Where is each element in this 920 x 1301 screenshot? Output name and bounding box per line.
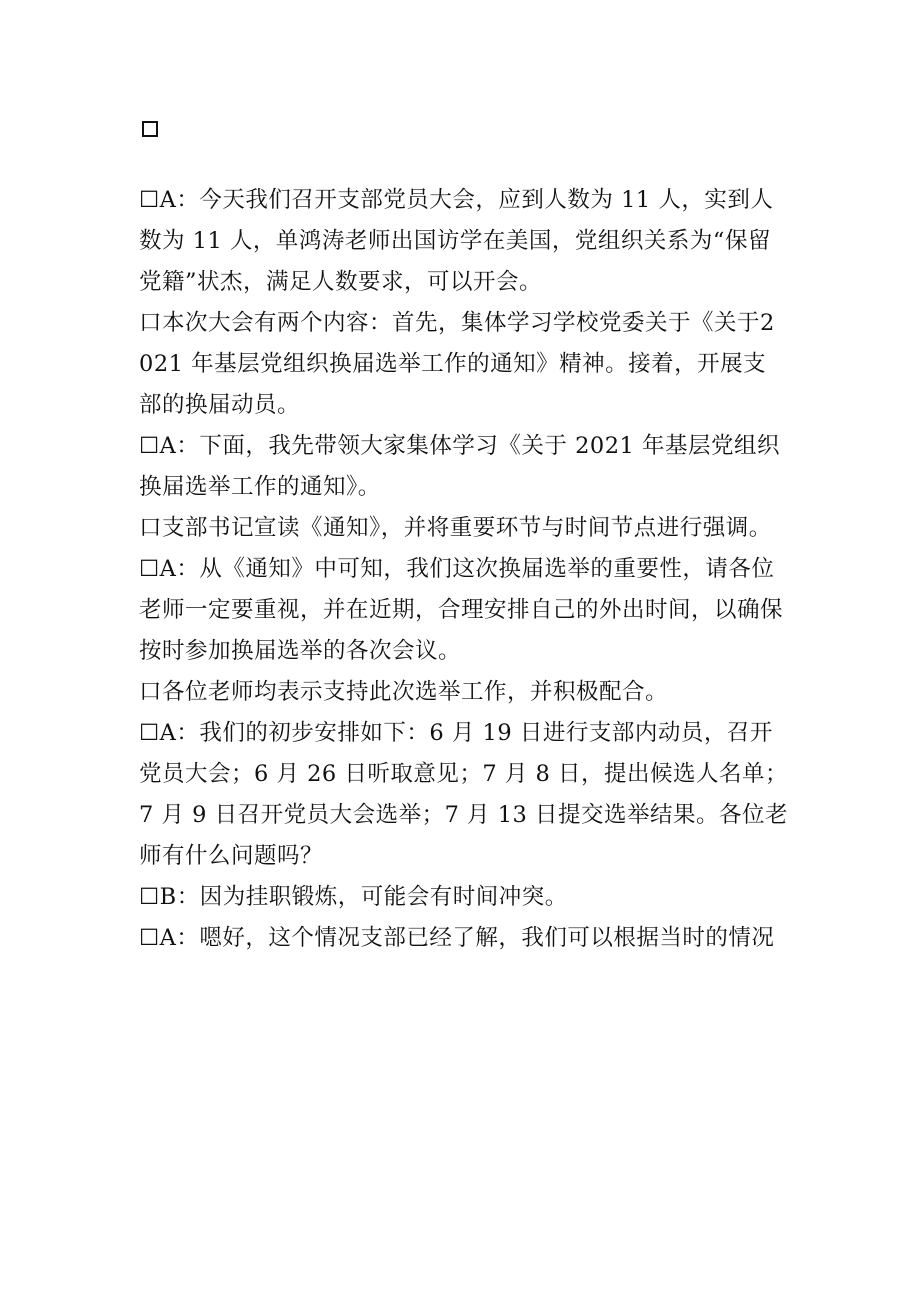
document-body xyxy=(139,180,789,959)
paragraph-8: ☐B：因为挂职锻炼，可能会有时间冲突。 xyxy=(139,884,568,910)
paragraph-2: 口本次大会有两个内容：首先，集体学习学校党委关于《关于2021 年基层党组织换届选举工作的通知》精神。接着，开展支部的换届动员。 xyxy=(139,310,775,418)
checkbox-marker-icon xyxy=(142,121,158,137)
paragraph-5: ☐A：从《通知》中可知，我们这次换届选举的重要性，请各位老师一定要重视，并在近期，合理安排自己的外出时间，以确保按时参加换届选举的各次会议。 xyxy=(139,556,784,664)
paragraph-3: ☐A：下面，我先带领大家集体学习《关于 2021 年基层党组织换届选举工作的通知》。 xyxy=(139,433,780,500)
paragraph-1: ☐A：今天我们召开支部党员大会，应到人数为 11 人，实到人数为 11 人，单鸿涛老师出国访学在美国，党组织关系为“保留党籍”状杰，满足人数要求，可以开会。 xyxy=(139,187,774,295)
paragraph-7: ☐A：我们的初步安排如下：6 月 19 日进行支部内动员，召开党员大会；6 月 26 日听取意见；7 月 8 日，提出候选人名单；7 月 9 日召开党员大会选举；7 月 13 日提交选举结果。各位老师有什么问题吗？ xyxy=(139,720,788,869)
paragraph-6: 口各位老师均表示支持此次选举工作，并积极配合。 xyxy=(139,679,669,705)
paragraph-4: 口支部书记宣读《通知》，并将重要环节与时间节点进行强调。 xyxy=(139,515,772,541)
paragraph-9: ☐A：嗯好，这个情况支部已经了解，我们可以根据当时的情况 xyxy=(139,925,775,951)
